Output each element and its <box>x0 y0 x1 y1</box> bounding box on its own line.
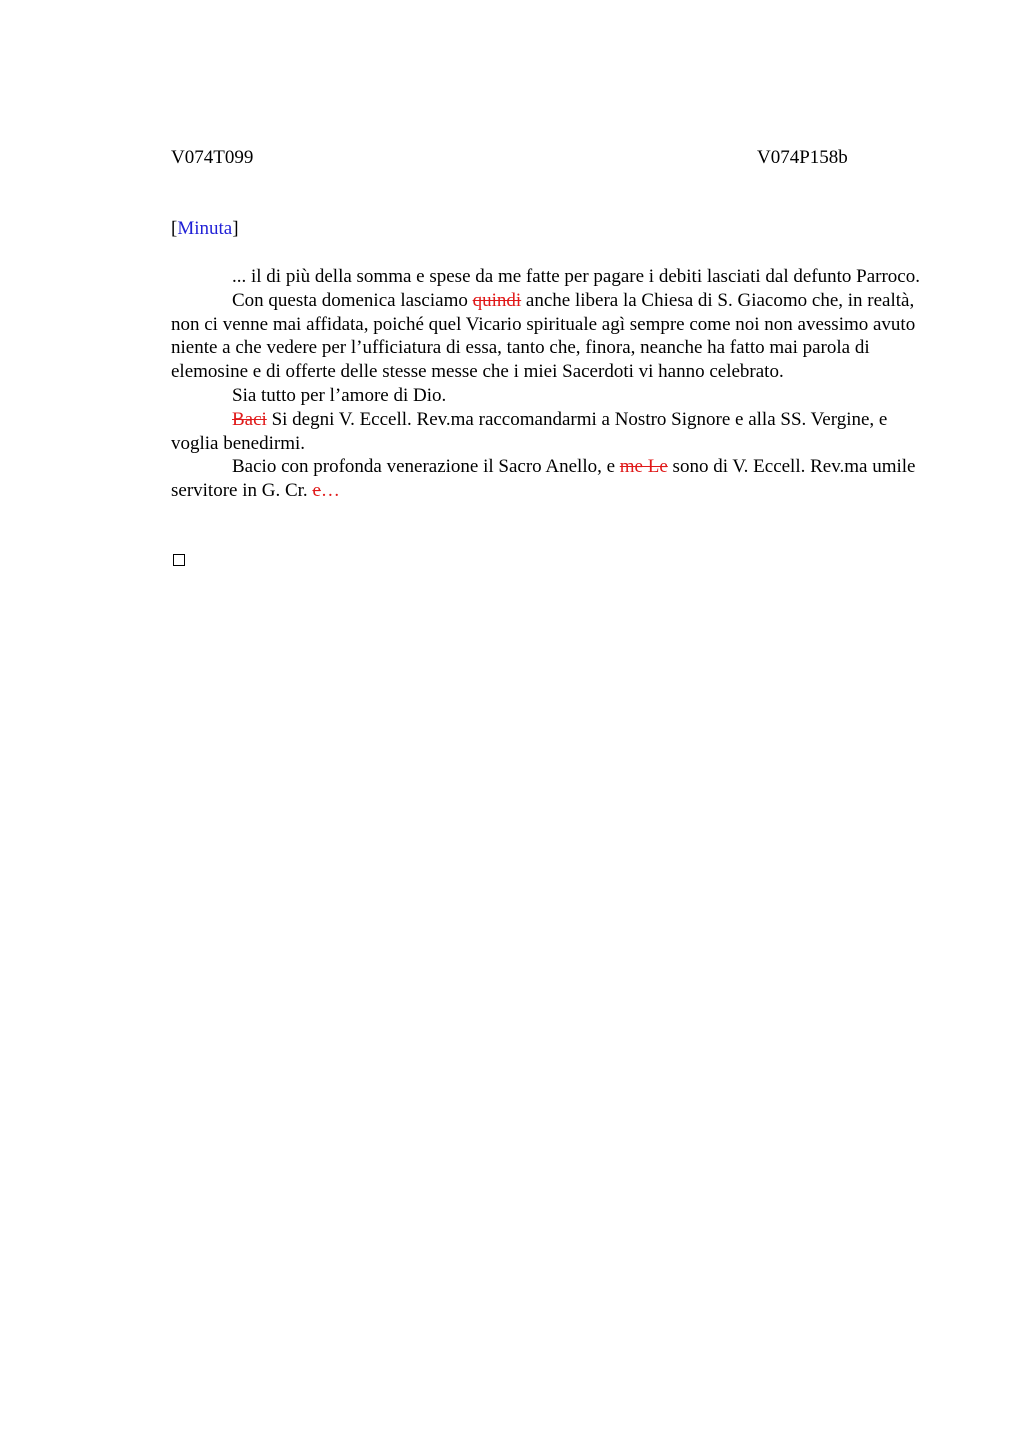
tag-close-bracket: ] <box>232 218 239 239</box>
page-code: V074P158b <box>757 147 848 168</box>
paragraph-1: ... il di più della somma e spese da me fatte per pagare i debiti lasciati dal defunto Parroco. <box>232 266 920 287</box>
tag-open-bracket: [ <box>171 218 178 239</box>
deleted-word: quindi <box>472 289 522 311</box>
letter-body <box>171 265 921 503</box>
paragraph-4-rest: Si degni V. Eccell. Rev.ma raccomandarmi a Nostro Signore e alla SS. Vergine, e voglia benedirmi. <box>171 408 888 454</box>
paragraph-4 <box>171 408 921 456</box>
deleted-word: Baci <box>232 408 267 430</box>
document-code: V074T099 <box>171 147 254 168</box>
paragraph-5-middle: sono di V. Eccell. Rev.ma umile servitore in G. Cr. <box>171 456 916 502</box>
tag-label: Minuta <box>177 218 233 239</box>
paragraph-2-rest: anche libera la Chiesa di S. Giacomo che, in realtà, non ci venne mai affidata, poiché quel Vicario spirituale agì sempre come noi non avessimo avuto niente a che vedere per l’ufficiatura di essa, tanto che, finora, neanche ha fatto mai parola di elemosine e di offerte delle stesse messe che i miei Sacerdoti vi hanno celebrato. <box>171 289 916 383</box>
checkbox-square[interactable] <box>173 554 185 566</box>
paragraph-5-start: Bacio con profonda venerazione il Sacro Anello, e <box>232 456 620 478</box>
paragraph-2-start: Con questa domenica lasciamo <box>232 289 473 311</box>
ellipsis-mark: … <box>320 480 340 502</box>
deleted-word-end: e <box>312 480 321 502</box>
paragraph-5 <box>171 455 921 503</box>
paragraph-2 <box>171 289 921 384</box>
paragraph-3: Sia tutto per l’amore di Dio. <box>232 384 447 406</box>
deleted-words: me Le <box>619 456 668 478</box>
draft-tag <box>171 217 239 241</box>
